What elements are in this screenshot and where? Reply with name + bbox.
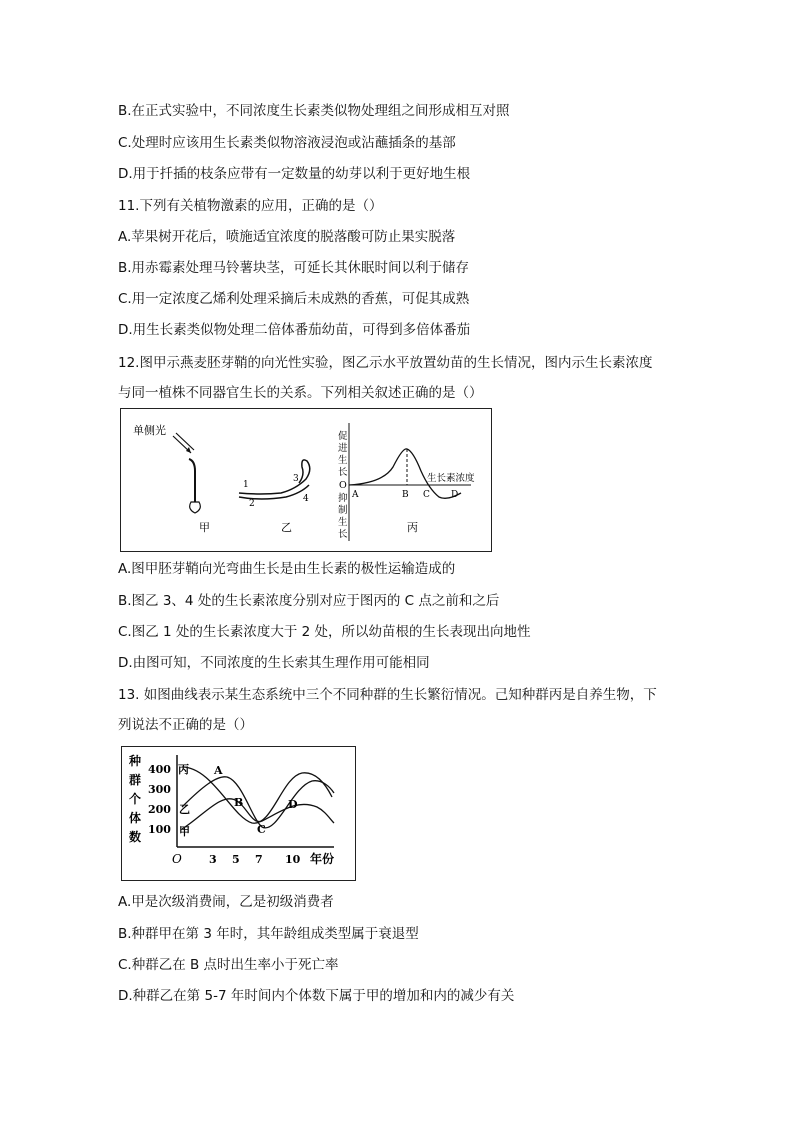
y-tick-400: 400 — [148, 763, 171, 776]
y-axis-label — [128, 753, 141, 844]
option-11d: D.用生长素类似物处理二倍体番茄幼苗，可得到多倍体番茄 — [118, 322, 471, 338]
light-arrow-head — [186, 447, 191, 453]
x-tick-5: 5 — [232, 853, 240, 866]
option-12a: A.图甲胚芽鞘向光弯曲生长是由生长素的极性运输造成的 — [118, 561, 456, 577]
y-tick-200: 200 — [148, 803, 171, 816]
option-13d: D.种群乙在第 5-7 年时间内个体数下属于甲的增加和内的减少有关 — [118, 988, 515, 1004]
y-axis-label — [338, 431, 348, 540]
option-10c: C.处理时应该用生长素类似物溶液浸泡或沾蘸插条的基部 — [118, 135, 456, 151]
option-12c: C.图乙 1 处的生长素浓度大于 2 处，所以幼苗根的生长表现出向地性 — [118, 624, 531, 640]
seedling-shoot — [239, 460, 310, 494]
num-2: 2 — [249, 499, 255, 509]
x-tick-3: 3 — [209, 853, 217, 866]
y-tick-100: 100 — [148, 823, 171, 836]
y-tick-300: 300 — [148, 783, 171, 796]
seed — [190, 502, 201, 513]
x-axis-label: 生长素浓度 — [427, 473, 475, 484]
series-bing: 丙 — [178, 763, 189, 776]
svg-text:种: 种 — [129, 754, 142, 768]
question-12-line1: 12.图甲示燕麦胚芽鞘的向光性实验，图乙示水平放置幼苗的生长情况，图内示生长素浓度 — [118, 355, 653, 371]
option-10d: D.用于扦插的枝条应带有一定数量的幼芽以利于更好地生根 — [118, 166, 471, 182]
option-12b: B.图乙 3、4 处的生长素浓度分别对应于图丙的 C 点之前和之后 — [118, 593, 500, 609]
seedling-root — [239, 485, 309, 499]
option-11a: A.苹果树开花后，喷施适宜浓度的脱落酸可防止果实脱落 — [118, 229, 456, 245]
figure-12-drawing — [121, 409, 491, 551]
svg-text:群: 群 — [129, 773, 142, 787]
svg-text:长: 长 — [338, 529, 348, 540]
figure-12 — [120, 408, 492, 552]
light-label: 单侧光 — [133, 424, 166, 437]
point-c: C — [423, 490, 430, 500]
option-12d: D.由图可知，不同浓度的生长索其生理作用可能相同 — [118, 655, 430, 671]
svg-text:制: 制 — [338, 505, 348, 516]
svg-text:体: 体 — [129, 811, 142, 825]
figure-13-drawing — [122, 747, 355, 880]
option-13c: C.种群乙在 B 点时出生率小于死亡率 — [118, 957, 339, 973]
point-d: D — [451, 490, 459, 500]
curve-bing — [182, 767, 332, 823]
series-jia: 甲 — [179, 825, 190, 838]
figure-13 — [121, 746, 356, 881]
question-13-line2: 列说法不正确的是（） — [118, 717, 253, 733]
point-a: A — [352, 490, 359, 500]
x-tick-10: 10 — [285, 853, 301, 866]
option-13a: A.甲是次级消费闹，乙是初级消费者 — [118, 894, 334, 910]
svg-text:O: O — [339, 480, 347, 491]
question-13-line1: 13. 如图曲线表示某生态系统中三个不同种群的生长繁衍情况。己知种群丙是自养生物，下 — [118, 687, 657, 703]
series-yi: 乙 — [179, 803, 190, 816]
num-3: 3 — [293, 474, 299, 484]
option-11c: C.用一定浓度乙烯利处理采摘后未成熟的香蕉，可促其成熟 — [118, 291, 470, 307]
svg-text:个: 个 — [129, 792, 142, 806]
svg-text:长: 长 — [338, 467, 348, 478]
svg-text:生: 生 — [338, 455, 348, 466]
option-13b: B.种群甲在第 3 年时，其年龄组成类型属于衰退型 — [118, 926, 419, 942]
label-yi: 乙 — [281, 521, 292, 534]
point-c: C — [257, 823, 266, 836]
option-10b: B.在正式实验中，不同浓度生长素类似物处理组之间形成相互对照 — [118, 103, 510, 119]
curve-yi — [182, 777, 334, 828]
point-b: B — [234, 796, 244, 809]
point-a: A — [214, 764, 223, 777]
x-origin: O — [172, 852, 182, 866]
num-1: 1 — [243, 480, 249, 490]
svg-text:促: 促 — [338, 431, 348, 442]
x-axis-label: 年份 — [310, 852, 335, 866]
question-11: 11.下列有关植物激素的应用，正确的是（） — [118, 198, 383, 214]
point-b: B — [402, 490, 409, 500]
question-12-line2: 与同一植株不同器官生长的关系。下列相关叙述正确的是（） — [118, 385, 483, 401]
svg-text:进: 进 — [338, 443, 348, 454]
point-d: D — [288, 798, 298, 811]
coleoptile — [189, 459, 195, 502]
svg-text:数: 数 — [129, 830, 142, 844]
label-bing: 丙 — [407, 521, 418, 534]
label-jia: 甲 — [199, 521, 210, 534]
option-11b: B.用赤霉素处理马铃薯块茎，可延长其休眠时间以利于储存 — [118, 260, 470, 276]
svg-text:生: 生 — [338, 517, 348, 528]
x-tick-7: 7 — [255, 853, 263, 866]
num-4: 4 — [303, 494, 309, 504]
svg-text:抑: 抑 — [338, 493, 348, 504]
